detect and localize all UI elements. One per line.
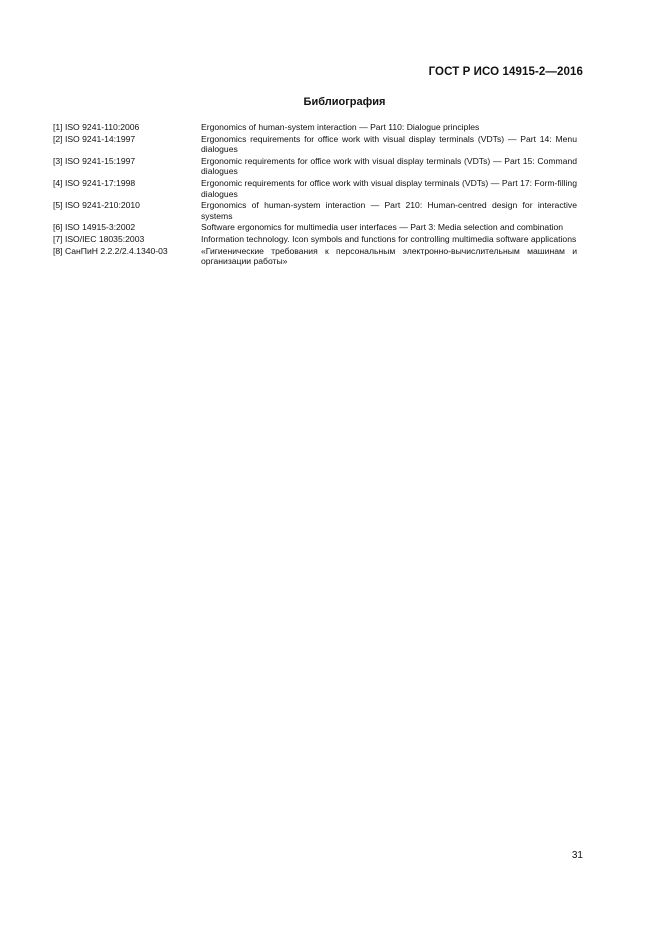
bibliography-entry (53, 234, 577, 245)
entry-reference: [6] ISO 14915-3:2002 (53, 222, 136, 233)
bibliography-list (53, 122, 577, 268)
entry-reference: [1] ISO 9241-110:2006 (53, 122, 140, 132)
bibliography-entry (53, 222, 577, 233)
entry-reference: [3] ISO 9241-15:1997 (53, 155, 136, 166)
entry-description: Information technology. Icon symbols and functions for controlling multimedia software applications (201, 233, 577, 244)
entry-reference: [8] СанПиН 2.2.2/2.4.1340-03 (53, 245, 168, 256)
entry-description: «Гигиенические требования к персональным электронно-вычислительным машинам и организации работы» (201, 245, 577, 267)
entry-description: Ergonomics requirements for office work with visual display terminals (VDTs) — Part 14: Menu dialogues (201, 133, 577, 155)
entry-reference: [7] ISO/IEC 18035:2003 (53, 233, 145, 244)
bibliography-entry (53, 178, 577, 199)
entry-reference: [5] ISO 9241-210:2010 (53, 200, 140, 211)
entry-description: Ergonomics of human-system interaction — Part 210: Human-centred design for interactive systems (201, 200, 577, 221)
document-code: ГОСТ Р ИСО 14915-2—2016 (428, 66, 583, 78)
bibliography-entry (53, 156, 577, 177)
entry-reference: [4] ISO 9241-17:1998 (53, 177, 136, 188)
bibliography-entry (53, 246, 577, 267)
entry-description: Ergonomics of human-system interaction — Part 110: Dialogue principles (201, 122, 480, 132)
page-number: 31 (571, 850, 583, 861)
entry-description: Ergonomic requirements for office work with visual display terminals (VDTs) — Part 17: Form-filling dialogues (201, 177, 577, 199)
bibliography-entry (53, 122, 577, 133)
section-title: Библиография (303, 96, 386, 108)
entry-description: Ergonomic requirements for office work with visual display terminals (VDTs) — Part 15: Command dialogues (201, 155, 577, 177)
entry-description: Software ergonomics for multimedia user interfaces — Part 3: Media selection and combination (201, 222, 564, 233)
bibliography-entry (53, 200, 577, 221)
bibliography-entry (53, 134, 577, 155)
entry-reference: [2] ISO 9241-14:1997 (53, 133, 136, 144)
